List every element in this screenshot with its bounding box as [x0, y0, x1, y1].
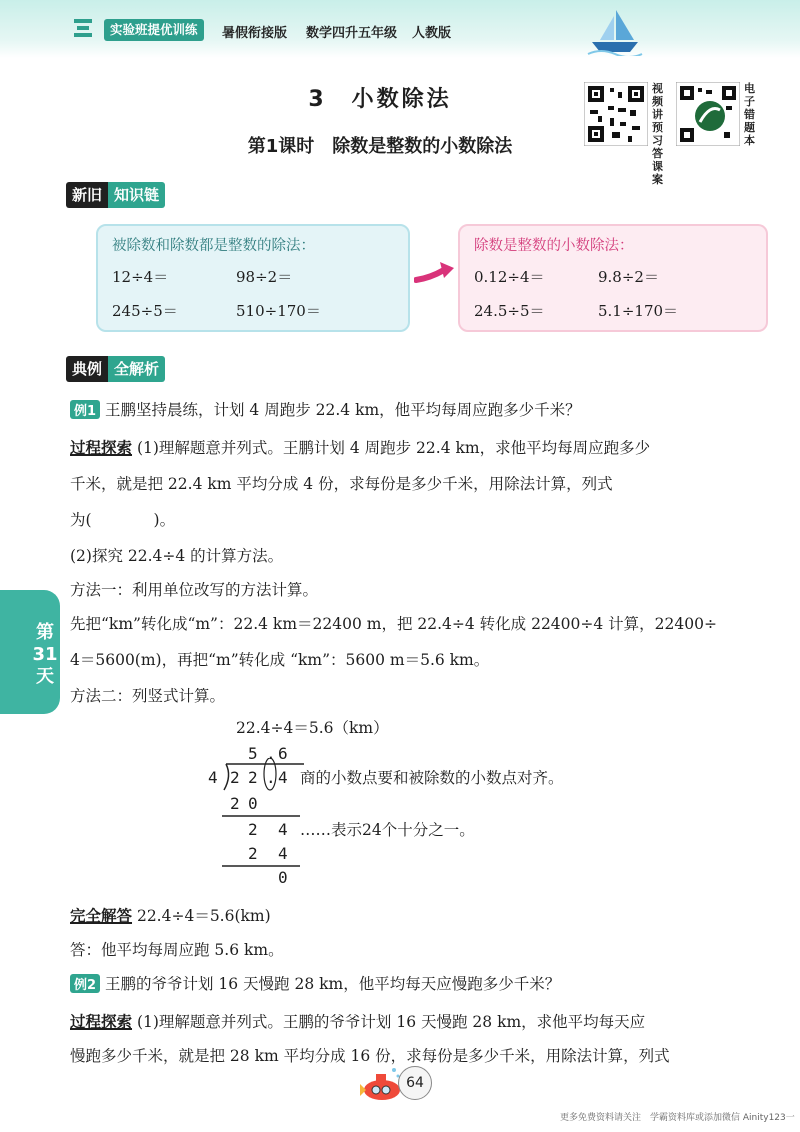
example2-process-text-2: 慢跑多少千米，就是把 28 km 平均分成 16 份，求每份是多少千米，用除法计算，列式: [70, 1047, 670, 1065]
day-label-bottom: 天: [36, 666, 54, 687]
decimal-division-title: 除数是整数的小数除法：: [474, 238, 634, 254]
video-qr-label: 视频讲预习答课案: [652, 82, 663, 186]
example2-question: [70, 972, 560, 994]
dividend-point: .: [266, 768, 276, 787]
wrong-book-qr-icon[interactable]: [676, 82, 740, 146]
day-label: [30, 622, 60, 688]
process-label: 过程探索: [70, 439, 133, 457]
example1-question: [70, 398, 581, 420]
quotient-digit: 5: [248, 744, 258, 763]
dividend-digit: 4: [278, 768, 288, 787]
method1-text-a: 先把“km”转化成“m”：22.4 km＝22400 m，把 22.4÷4 转化成 22400÷4 计算，22400÷: [70, 615, 717, 633]
answer-line: [70, 904, 271, 926]
knowledge-section-tab: [66, 182, 165, 208]
qr-code-icon[interactable]: [584, 82, 648, 146]
process-text-3: 为( )。: [70, 511, 176, 529]
step-digit: 4: [278, 820, 288, 839]
process-text-2: 千米，就是把 22.4 km 平均分成 4 份，求每份是多少千米，用除法计算，列式: [70, 475, 613, 493]
remainder: 0: [278, 868, 288, 887]
step-digit: 2: [248, 820, 258, 839]
logo-icon: [72, 16, 94, 40]
step-digit: 2: [248, 844, 258, 863]
step-digit: 0: [248, 794, 258, 813]
edition-label: 人教版: [412, 26, 452, 41]
examples-section-tab: [66, 356, 165, 382]
chapter-title: 3 小数除法: [308, 87, 452, 112]
note-tenths: ……表示24个十分之一。: [300, 821, 475, 839]
example1-question-text: 王鹏坚持晨练，计划 4 周跑步 22.4 km，他平均每周应跑多少千米？: [104, 401, 581, 419]
step-line: [222, 864, 302, 868]
process-line-1: [70, 436, 650, 458]
answer-label: 完全解答: [70, 907, 133, 925]
examples-tab-light: 全解析: [108, 356, 165, 382]
process-text-1: (1)理解题意并列式。王鹏计划 4 周跑步 22.4 km，求他平均每周应跑多少: [136, 439, 651, 457]
division-equation: 22.4÷4＝5.6（km）: [236, 719, 389, 737]
answer-text: 答：他平均每周应跑 5.6 km。: [70, 941, 284, 959]
examples-tab-dark: 典例: [66, 356, 108, 382]
day-label-top: 第: [36, 622, 54, 643]
equation: 98÷2＝: [236, 268, 293, 286]
equation: 12÷4＝: [112, 268, 169, 286]
dividend-digit: 2: [230, 768, 240, 787]
footer-note: 更多免费资料请关注 学霸资料库或添加微信 Ainity123一: [560, 1113, 795, 1123]
submarine-icon: [358, 1064, 402, 1104]
equation: 245÷5＝: [112, 302, 178, 320]
note-align-point: 商的小数点要和被除数的小数点对齐。: [300, 769, 564, 787]
brand-label: 实验班提优训练: [104, 19, 204, 41]
dividend-digit: 2: [248, 768, 258, 787]
integer-division-title: 被除数和除数都是整数的除法：: [112, 238, 315, 254]
lesson-title: 第1课时 除数是整数的小数除法: [247, 136, 513, 157]
example2-tag: 例2: [70, 974, 100, 993]
example2-process-label: 过程探索: [70, 1013, 133, 1031]
arrow-right-icon: [414, 258, 456, 288]
method2-title: 方法二：列竖式计算。: [70, 687, 226, 705]
example2-process-text-1: (1)理解题意并列式。王鹏的爷爷计划 16 天慢跑 28 km，求他平均每天应: [136, 1013, 646, 1031]
divisor: 4: [208, 768, 218, 787]
knowledge-tab-dark: 新旧: [66, 182, 108, 208]
method1-title: 方法一：利用单位改写的方法计算。: [70, 581, 319, 599]
series-label: 暑假衔接版: [222, 26, 288, 41]
equation: 9.8÷2＝: [598, 268, 659, 286]
process-text-4: (2)探究 22.4÷4 的计算方法。: [70, 547, 284, 565]
day-label-num: 31: [32, 644, 58, 665]
wrong-book-label: 电子错题本: [744, 82, 755, 147]
quotient-digit: 6: [278, 744, 288, 763]
example1-tag: 例1: [70, 400, 100, 419]
example2-question-text: 王鹏的爷爷计划 16 天慢跑 28 km，他平均每天应慢跑多少千米？: [104, 975, 561, 993]
equation: 5.1÷170＝: [598, 302, 679, 320]
page-number: 64: [398, 1066, 432, 1100]
equation: 24.5÷5＝: [474, 302, 545, 320]
method1-text-b: 4＝5600(m)，再把“m”转化成 “km”：5600 m＝5.6 km。: [70, 651, 490, 669]
equation: 0.12÷4＝: [474, 268, 545, 286]
step-digit: 2: [230, 794, 240, 813]
step-line: [222, 814, 302, 818]
step-digit: 4: [278, 844, 288, 863]
sailboat-icon: [586, 8, 644, 56]
answer-expression: 22.4÷4＝5.6(km): [136, 907, 271, 925]
knowledge-tab-light: 知识链: [108, 182, 165, 208]
grade-label: 数学四升五年级: [306, 26, 398, 41]
quotient-point: .: [266, 744, 276, 763]
equation: 510÷170＝: [236, 302, 321, 320]
example2-process-line-1: [70, 1010, 645, 1032]
